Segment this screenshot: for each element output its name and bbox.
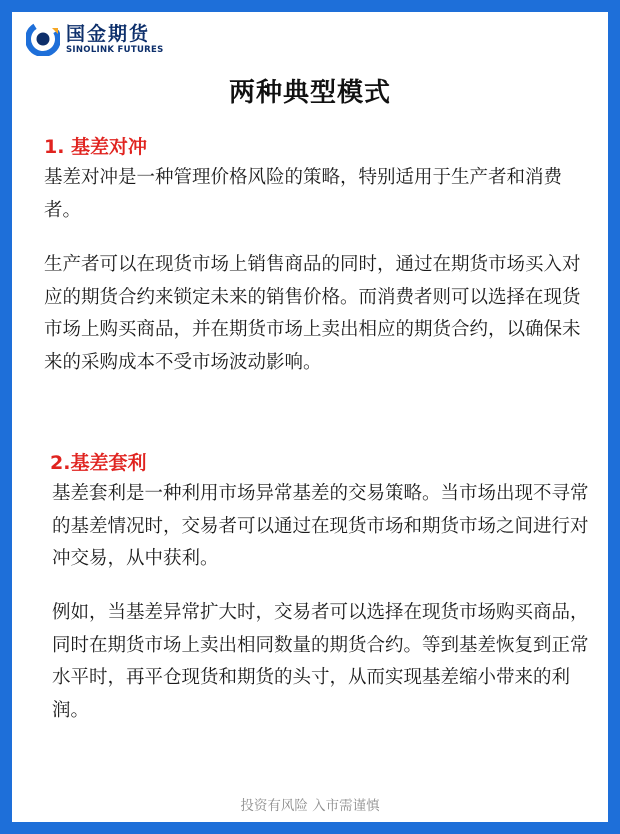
brand-name-en: SINOLINK FUTURES: [66, 44, 164, 55]
paragraph: 例如，当基差异常扩大时，交易者可以选择在现货市场购买商品，同时在期货市场上卖出相同数量的期货合约。等到基差恢复到正常水平时，再平仓现货和期货的头寸，从而实现基差缩小带来的利润。: [52, 602, 589, 721]
brand-logo: [26, 22, 164, 56]
page-title: 两种典型模式: [228, 78, 391, 108]
section-heading-basis-hedge: 1. 基差对冲: [44, 136, 148, 158]
section-heading-basis-arbitrage: 2.基差套利: [50, 452, 147, 474]
sinolink-logo-icon: [26, 22, 60, 56]
paragraph: 基差对冲是一种管理价格风险的策略，特别适用于生产者和消费者。: [44, 167, 563, 221]
content-card: [12, 12, 608, 822]
paragraph: 生产者可以在现货市场上销售商品的同时，通过在期货市场买入对应的期货合约来锁定未来的销售价格。而消费者则可以选择在现货市场上购买商品，并在期货市场上卖出相应的期货合约，以确保未来的采购成本不受市场波动影响。: [44, 254, 581, 373]
paragraph: 基差套利是一种利用市场异常基差的交易策略。当市场出现不寻常的基差情况时，交易者可以通过在现货市场和期货市场之间进行对冲交易，从中获利。: [52, 483, 589, 569]
brand-name-cn: 国金期货: [66, 22, 151, 45]
risk-disclaimer: 投资有风险 入市需谨慎: [240, 798, 380, 814]
